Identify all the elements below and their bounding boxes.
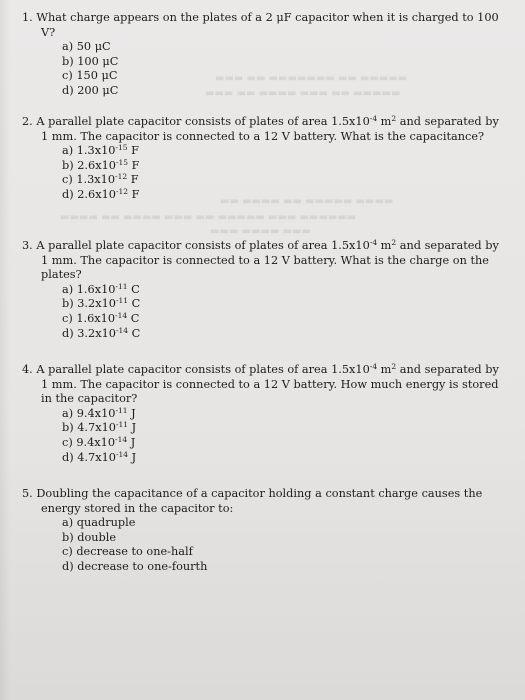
- option-value: 4.7x10: [77, 450, 116, 464]
- exponent: -11: [115, 420, 129, 430]
- answer-option: [62, 173, 502, 188]
- option-value: 1.6x10: [76, 311, 116, 325]
- option-text: 150 μC: [76, 69, 118, 83]
- question-1: [22, 11, 502, 99]
- option-letter: a): [62, 282, 74, 296]
- option-letter: d): [62, 450, 74, 464]
- option-letter: c): [62, 435, 73, 449]
- question-2: [22, 115, 502, 203]
- answer-options: [22, 144, 502, 202]
- answer-option: [62, 407, 502, 422]
- answer-option: [62, 436, 502, 451]
- bleed-through-mark: ▬▬ ▬▬▬▬ ▬▬ ▬▬▬▬▬ ▬▬▬▬: [220, 196, 394, 207]
- question-text: Doubling the capacitance of a capacitor holding a constant charge causes the energy stored in the capacitor to:: [36, 487, 483, 515]
- question-stem: [22, 487, 502, 516]
- option-unit: C: [128, 326, 141, 340]
- option-unit: C: [128, 297, 141, 311]
- option-text: 50 μC: [76, 40, 111, 54]
- question-text: and separated by 1 mm. The capacitor is connected to a 12 V battery. What is the charge on the plates?: [41, 239, 499, 282]
- question-stem: [22, 363, 502, 407]
- option-letter: a): [62, 516, 74, 530]
- question-text: A parallel plate capacitor consists of plates of area 1.5x10: [36, 363, 370, 376]
- answer-option: [62, 69, 502, 84]
- question-stem: [22, 239, 502, 283]
- option-unit: F: [128, 187, 140, 201]
- option-text: 200 μC: [77, 83, 119, 97]
- question-number: 4.: [22, 363, 33, 376]
- answer-option: [62, 312, 502, 327]
- option-letter: d): [62, 83, 74, 97]
- answer-options: [22, 40, 502, 98]
- option-letter: d): [62, 326, 74, 340]
- option-letter: d): [62, 559, 74, 573]
- question-text: A parallel plate capacitor consists of plates of area 1.5x10: [36, 115, 370, 128]
- question-number: 3.: [22, 239, 33, 252]
- bleed-through-mark: ▬▬▬ ▬▬▬▬ ▬▬▬: [210, 226, 311, 237]
- exponent: -4: [369, 238, 378, 247]
- option-letter: b): [62, 297, 74, 311]
- option-unit: J: [128, 421, 137, 435]
- question-number: 5.: [22, 487, 33, 500]
- exponent: -11: [115, 296, 129, 306]
- question-stem: [22, 11, 502, 40]
- option-unit: J: [127, 435, 136, 449]
- exponent: -14: [115, 434, 128, 444]
- option-unit: C: [127, 282, 140, 296]
- answer-option: [62, 531, 502, 546]
- exponent: -12: [115, 186, 129, 196]
- question-4: [22, 363, 502, 465]
- exponent: -4: [369, 362, 378, 371]
- exponent: 2: [391, 238, 397, 247]
- answer-option: [62, 516, 502, 531]
- option-letter: b): [62, 530, 74, 544]
- answer-option: [62, 451, 502, 466]
- exponent: -14: [115, 449, 129, 459]
- exponent: -11: [115, 405, 128, 415]
- bleed-through-mark: ▬▬▬ ▬▬ ▬▬▬▬▬▬▬ ▬▬ ▬▬▬▬▬: [215, 73, 408, 84]
- option-value: 1.3x10: [76, 173, 116, 187]
- option-letter: d): [62, 187, 74, 201]
- question-text: and separated by 1 mm. The capacitor is connected to a 12 V battery. How much energy is stored in the capacitor?: [41, 363, 499, 406]
- question-text: and separated by 1 mm. The capacitor is connected to a 12 V battery. What is the capacitance?: [41, 115, 499, 143]
- option-text: 100 μC: [77, 54, 119, 68]
- answer-option: [62, 40, 502, 55]
- option-letter: c): [62, 173, 73, 187]
- option-value: 3.2x10: [77, 326, 116, 340]
- answer-options: [22, 283, 502, 341]
- option-unit: C: [127, 311, 140, 325]
- option-letter: c): [62, 311, 73, 325]
- exponent: -14: [115, 310, 128, 320]
- option-value: 3.2x10: [77, 297, 116, 311]
- answer-option: [62, 297, 502, 312]
- option-letter: b): [62, 54, 74, 68]
- option-letter: b): [62, 421, 74, 435]
- question-text: m: [377, 239, 392, 252]
- bleed-through-mark: ▬▬▬ ▬▬ ▬▬▬▬ ▬▬▬ ▬▬ ▬▬▬▬▬: [205, 88, 401, 99]
- exponent: -15: [115, 157, 129, 167]
- exponent: -12: [115, 172, 128, 182]
- question-stem: [22, 115, 502, 144]
- answer-option: [62, 327, 502, 342]
- exponent: 2: [391, 362, 397, 371]
- option-letter: c): [62, 545, 73, 559]
- option-value: 2.6x10: [77, 187, 116, 201]
- option-unit: J: [127, 406, 136, 420]
- answer-option: [62, 560, 502, 575]
- option-value: 2.6x10: [77, 158, 116, 172]
- option-unit: F: [127, 144, 139, 158]
- option-value: 9.4x10: [76, 406, 116, 420]
- question-number: 2.: [22, 115, 33, 128]
- exponent: -14: [115, 325, 129, 335]
- question-text: m: [377, 115, 392, 128]
- question-3: [22, 239, 502, 341]
- option-letter: b): [62, 158, 74, 172]
- answer-option: [62, 188, 502, 203]
- answer-option: [62, 144, 502, 159]
- option-letter: a): [62, 144, 74, 158]
- option-unit: J: [128, 450, 137, 464]
- exponent: 2: [391, 114, 397, 123]
- answer-options: [22, 407, 502, 465]
- question-number: 1.: [22, 11, 33, 24]
- answer-option: [62, 283, 502, 298]
- exponent: -11: [115, 281, 128, 291]
- exponent: -15: [115, 143, 128, 153]
- question-text: m: [377, 363, 392, 376]
- option-letter: a): [62, 406, 74, 420]
- question-text: What charge appears on the plates of a 2 μF capacitor when it is charged to 100 V?: [36, 11, 499, 39]
- answer-option: [62, 545, 502, 560]
- answer-option: [62, 421, 502, 436]
- bleed-through-mark: ▬▬▬▬ ▬▬ ▬▬▬▬ ▬▬▬ ▬▬ ▬▬▬▬▬ ▬▬▬ ▬▬▬▬▬▬: [60, 212, 357, 223]
- question-5: [22, 487, 502, 575]
- option-unit: F: [127, 173, 139, 187]
- answer-options: [22, 516, 502, 574]
- option-value: 9.4x10: [76, 435, 116, 449]
- option-text: decrease to one-half: [76, 545, 193, 559]
- option-value: 1.3x10: [76, 144, 116, 158]
- option-text: quadruple: [76, 516, 136, 530]
- option-unit: F: [128, 158, 140, 172]
- option-letter: a): [62, 40, 74, 54]
- answer-option: [62, 55, 502, 70]
- option-text: decrease to one-fourth: [77, 559, 208, 573]
- answer-option: [62, 159, 502, 174]
- answer-option: [62, 84, 502, 99]
- option-value: 1.6x10: [76, 282, 116, 296]
- option-text: double: [77, 530, 117, 544]
- option-letter: c): [62, 69, 73, 83]
- question-text: A parallel plate capacitor consists of plates of area 1.5x10: [36, 239, 370, 252]
- exponent: -4: [369, 114, 378, 123]
- option-value: 4.7x10: [77, 421, 116, 435]
